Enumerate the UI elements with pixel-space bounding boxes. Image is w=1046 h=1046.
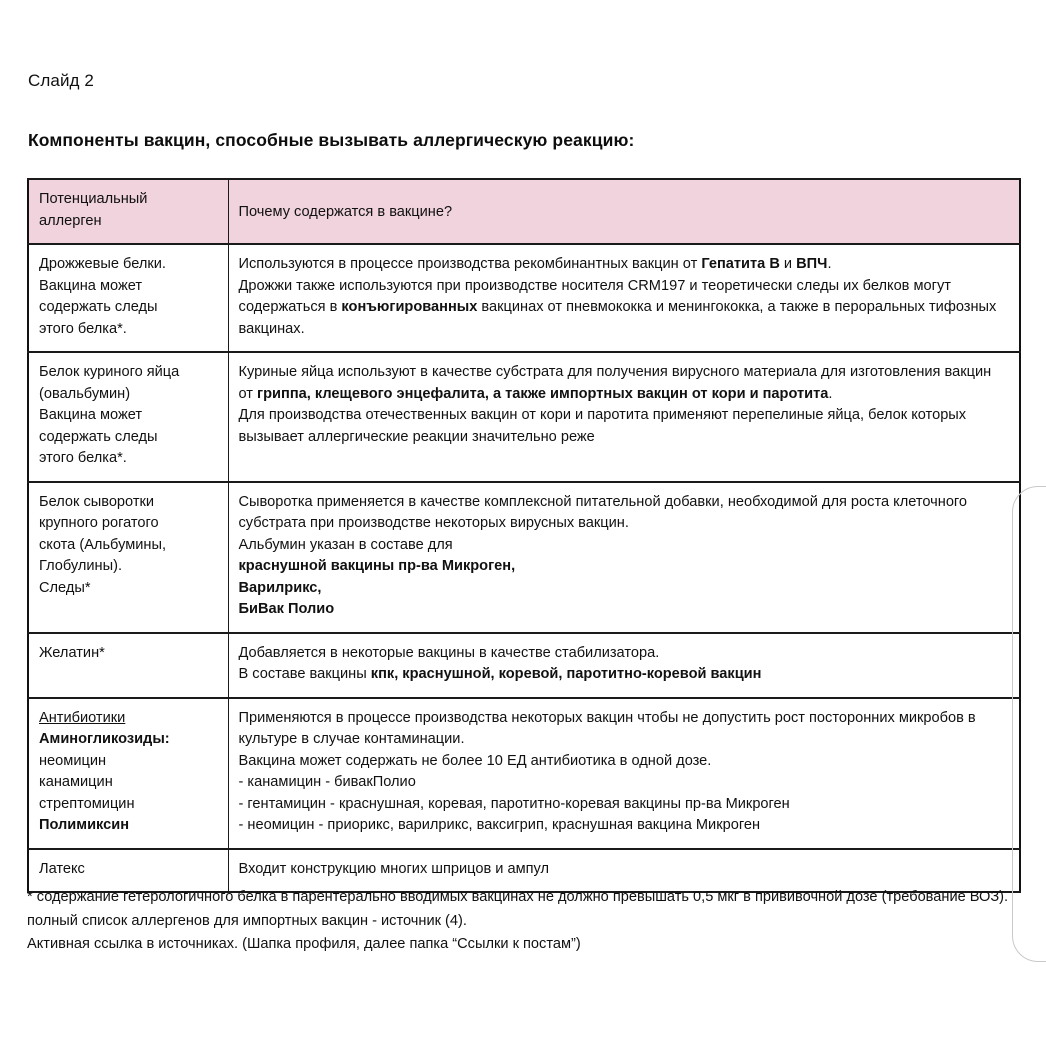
table-row bbox=[28, 482, 1020, 633]
reason-text: вакцинах от пневмококка и менингококка, а также в пероральных тифозных вакцинах. bbox=[238, 299, 997, 337]
cell-allergen bbox=[28, 698, 228, 849]
allergen-line bbox=[39, 815, 218, 837]
reason-text: Сыворотка применяется в качестве комплексной питательной добавки, необходимой для роста клеточного субстрата при производстве некоторых вирусных вакцин. bbox=[238, 493, 968, 531]
allergen-line: этого белка*. bbox=[39, 320, 127, 337]
reason-paragraph bbox=[239, 276, 1010, 341]
allergen-line: содержать следы bbox=[39, 299, 158, 315]
allergen-line: Вакцина может bbox=[39, 277, 143, 294]
reason-text: Добавляется в некоторые вакцины в качестве стабилизатора. bbox=[238, 644, 660, 661]
allergen-table bbox=[27, 178, 1021, 893]
reason-text-bold: БиВак Полио bbox=[238, 601, 335, 617]
allergen-table-wrapper bbox=[27, 178, 1021, 893]
reason-text-bold: кпк, краснушной, коревой, паротитно-коревой вакцин bbox=[370, 666, 762, 682]
allergen-line bbox=[39, 751, 218, 773]
allergen-line: (овальбумин) bbox=[39, 385, 131, 402]
reason-paragraph bbox=[239, 664, 1010, 686]
allergen-line: Глобулины). bbox=[39, 558, 123, 574]
allergen-line-text: стрептомицин bbox=[39, 795, 135, 812]
footnote-line: Активная ссылка в источниках. (Шапка профиля, далее папка “Ссылки к постам”) bbox=[27, 936, 581, 952]
footnote-line: * содержание гетерологичного белка в парентерально вводимых вакцинах не должно превышать 0,5 мкг в прививочной дозе (требование ВОЗ). bbox=[27, 889, 1009, 905]
reason-paragraph bbox=[239, 362, 1010, 405]
reason-text-bold: ВПЧ bbox=[796, 256, 828, 272]
reason-text: Альбумин указан в составе для bbox=[238, 536, 453, 553]
cell-allergen bbox=[28, 633, 228, 698]
reason-text: - неомицин - приорикс, варилрикс, ваксигрип, краснушная вакцина Микроген bbox=[238, 817, 761, 833]
reason-paragraph bbox=[239, 599, 1010, 621]
reason-text: Дрожжи также используются при производстве носителя CRM197 и теоретически следы их белков могут содержаться в bbox=[238, 277, 951, 315]
page-title: Компоненты вакцин, способные вызывать аллергическую реакцию: bbox=[28, 130, 635, 150]
table-body bbox=[28, 244, 1020, 892]
reason-paragraph bbox=[239, 556, 1010, 578]
reason-paragraph bbox=[239, 535, 1010, 557]
slide-label: Слайд 2 bbox=[28, 71, 94, 90]
allergen-line-text: Аминогликозиды: bbox=[39, 731, 170, 747]
reason-text-bold: краснушной вакцины пр-ва Микроген, bbox=[238, 558, 516, 574]
reason-paragraph bbox=[239, 794, 1010, 816]
allergen-line-text: канамицин bbox=[39, 774, 113, 790]
reason-text: Вакцина может содержать не более 10 ЕД антибиотика в одной дозе. bbox=[238, 752, 712, 769]
table-row bbox=[28, 633, 1020, 698]
reason-paragraph bbox=[239, 815, 1010, 837]
cell-reason bbox=[228, 352, 1020, 482]
reason-text: . bbox=[827, 256, 832, 272]
allergen-line: Белок сыворотки bbox=[39, 493, 155, 510]
column-header-reason: Почему содержатся в вакцине? bbox=[228, 179, 1020, 244]
allergen-line: Латекс bbox=[39, 860, 85, 877]
reason-paragraph bbox=[239, 405, 1010, 448]
reason-text: Куриные яйца используют в качестве субстрата для получения вирусного материала для изготовления вакцин от bbox=[238, 364, 992, 402]
allergen-line: Белок куриного яйца bbox=[39, 364, 180, 380]
reason-text: Для производства отечественных вакцин от кори и паротита применяют перепелиные яйца, белок которых вызывает аллергические реакции значительно реже bbox=[238, 407, 967, 445]
table-row bbox=[28, 352, 1020, 482]
allergen-line-text: Полимиксин bbox=[39, 817, 130, 833]
footnote-line: полный список аллергенов для импортных вакцин - источник (4). bbox=[27, 912, 467, 929]
allergen-line: Желатин* bbox=[39, 644, 105, 661]
reason-text-bold: Варилрикс, bbox=[238, 579, 322, 596]
allergen-line bbox=[39, 708, 218, 730]
allergen-line: Вакцина может bbox=[39, 407, 143, 423]
reason-text: В составе вакцины bbox=[238, 666, 371, 682]
cell-reason bbox=[228, 244, 1020, 352]
allergen-line-text: Антибиотики bbox=[39, 709, 126, 726]
allergen-line: Дрожжевые белки. bbox=[39, 256, 166, 272]
table-row bbox=[28, 698, 1020, 849]
reason-paragraph bbox=[239, 708, 1010, 751]
reason-paragraph bbox=[239, 772, 1010, 794]
allergen-line: крупного рогатого bbox=[39, 515, 159, 531]
allergen-line bbox=[39, 729, 218, 751]
allergen-line bbox=[39, 794, 218, 816]
column-header-allergen bbox=[28, 179, 228, 244]
cell-allergen bbox=[28, 352, 228, 482]
reason-paragraph bbox=[239, 578, 1010, 600]
cell-allergen bbox=[28, 482, 228, 633]
reason-paragraph bbox=[239, 254, 1010, 276]
reason-text: - канамицин - бивакПолио bbox=[238, 774, 416, 790]
cell-reason bbox=[228, 633, 1020, 698]
reason-paragraph bbox=[239, 492, 1010, 535]
reason-text: . bbox=[828, 385, 833, 402]
table-header bbox=[28, 179, 1020, 244]
cell-reason bbox=[228, 698, 1020, 849]
cell-allergen bbox=[28, 244, 228, 352]
allergen-line: этого белка*. bbox=[39, 450, 127, 466]
allergen-line-text: неомицин bbox=[39, 752, 107, 769]
reason-text-bold: гриппа, клещевого энцефалита, а также импортных вакцин от кори и паротита bbox=[257, 385, 829, 402]
column-header-allergen-line2: аллерген bbox=[39, 212, 102, 229]
table-header-row bbox=[28, 179, 1020, 244]
reason-text: Применяются в процессе производства некоторых вакцин чтобы не допустить рост посторонних микробов в культуре в случае контаминации. bbox=[238, 709, 976, 747]
reason-text: - гентамицин - краснушная, коревая, паротитно-коревая вакцины пр-ва Микроген bbox=[238, 795, 790, 812]
cell-reason bbox=[228, 482, 1020, 633]
reason-paragraph bbox=[239, 859, 1010, 881]
allergen-line: содержать следы bbox=[39, 428, 158, 445]
footnotes bbox=[27, 886, 1017, 956]
reason-text: Используются в процессе производства рекомбинантных вакцин от bbox=[238, 256, 702, 272]
column-header-allergen-line1: Потенциальный bbox=[39, 191, 148, 207]
reason-paragraph bbox=[239, 643, 1010, 665]
reason-text-bold: конъюгированных bbox=[341, 299, 478, 315]
allergen-line bbox=[39, 772, 218, 794]
reason-text: и bbox=[779, 256, 797, 272]
reason-text-bold: Гепатита В bbox=[701, 256, 780, 272]
allergen-line: скота (Альбумины, bbox=[39, 536, 167, 553]
reason-text: Входит конструкцию многих шприцов и ампул bbox=[238, 860, 550, 877]
table-row bbox=[28, 244, 1020, 352]
allergen-line: Следы* bbox=[39, 579, 91, 596]
reason-paragraph bbox=[239, 751, 1010, 773]
